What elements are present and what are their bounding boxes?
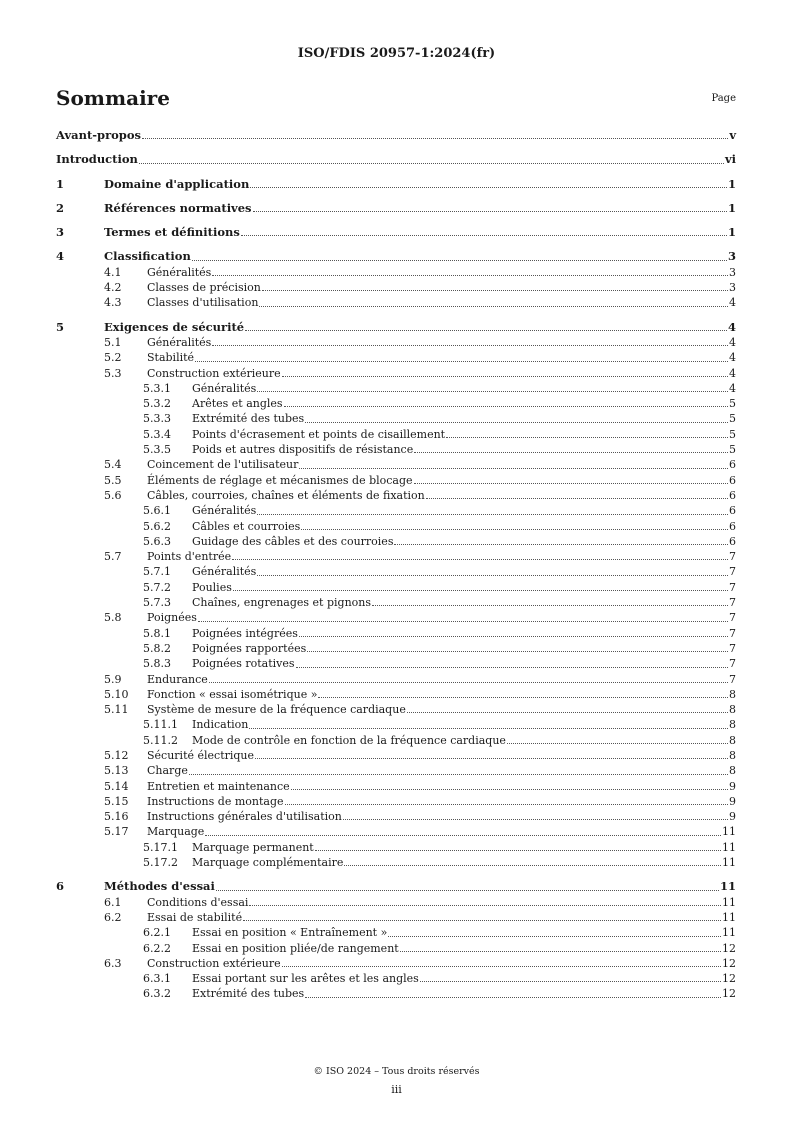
toc-page-number: 8 bbox=[729, 733, 736, 747]
toc-row[interactable] bbox=[0, 895, 793, 910]
toc-page-number: 1 bbox=[727, 200, 736, 215]
toc-page-number: 6 bbox=[729, 488, 736, 502]
toc-leader-dots bbox=[195, 361, 728, 362]
toc-label[interactable]: Généralités bbox=[147, 265, 212, 279]
toc-leader-dots bbox=[212, 345, 728, 346]
toc-row[interactable] bbox=[0, 366, 793, 381]
toc-page-number: 11 bbox=[722, 926, 736, 940]
toc-number: 5.3.4 bbox=[143, 427, 171, 441]
toc-row[interactable] bbox=[0, 656, 793, 671]
toc-label[interactable]: Entretien et maintenance bbox=[147, 779, 290, 793]
toc-number: 5.7.1 bbox=[143, 565, 171, 579]
toc-number: 5.12 bbox=[104, 748, 129, 762]
toc-label[interactable]: Construction extérieure bbox=[147, 366, 281, 380]
toc-number: 5.9 bbox=[104, 672, 122, 686]
toc-number: 5.1 bbox=[104, 335, 122, 349]
toc-row[interactable] bbox=[0, 350, 793, 365]
toc-leader-dots bbox=[343, 819, 728, 820]
toc-number: 5.3.5 bbox=[143, 443, 171, 457]
table-of-contents bbox=[0, 128, 793, 1002]
toc-leader-dots bbox=[255, 758, 728, 759]
toc-leader-dots bbox=[243, 920, 721, 921]
toc-page-number: 1 bbox=[727, 225, 736, 240]
toc-label[interactable]: Indication bbox=[192, 718, 249, 732]
toc-label[interactable]: Essai en position pliée/de rangement bbox=[192, 941, 399, 955]
toc-number: 5.3.1 bbox=[143, 381, 171, 395]
toc-label[interactable]: Instructions de montage bbox=[147, 794, 284, 808]
toc-number: 5.5 bbox=[104, 473, 122, 487]
toc-leader-dots bbox=[394, 544, 728, 545]
toc-leader-dots bbox=[282, 376, 728, 377]
toc-label[interactable]: Système de mesure de la fréquence cardiaque bbox=[147, 703, 406, 717]
toc-page-number: 5 bbox=[729, 397, 736, 411]
toc-row[interactable] bbox=[0, 580, 793, 595]
toc-leader-dots bbox=[189, 774, 728, 775]
toc-label[interactable]: Mode de contrôle en fonction de la fréquence cardiaque bbox=[192, 733, 506, 747]
toc-row[interactable] bbox=[0, 779, 793, 794]
toc-leader-dots bbox=[216, 890, 719, 891]
toc-row[interactable] bbox=[0, 295, 793, 310]
toc-label[interactable]: Points d'entrée bbox=[147, 550, 232, 564]
toc-page-number: 11 bbox=[719, 879, 736, 894]
toc-page-number: v bbox=[729, 128, 736, 142]
toc-row[interactable] bbox=[0, 879, 793, 894]
toc-leader-dots bbox=[285, 804, 728, 805]
toc-leader-dots bbox=[241, 235, 727, 236]
toc-row[interactable] bbox=[0, 941, 793, 956]
toc-row[interactable] bbox=[0, 956, 793, 971]
toc-leader-dots bbox=[291, 789, 728, 790]
toc-row[interactable] bbox=[0, 503, 793, 518]
toc-leader-dots bbox=[318, 697, 728, 698]
toc-number: 5.6.1 bbox=[143, 504, 171, 518]
toc-number: 6.2.1 bbox=[143, 926, 171, 940]
toc-row[interactable] bbox=[0, 702, 793, 717]
toc-leader-dots bbox=[192, 260, 727, 261]
toc-leader-dots bbox=[205, 835, 721, 836]
toc-leader-dots bbox=[257, 514, 728, 515]
toc-number: 5.4 bbox=[104, 458, 122, 472]
toc-row[interactable] bbox=[0, 610, 793, 625]
toc-number: 5.3.2 bbox=[143, 397, 171, 411]
toc-leader-dots bbox=[250, 187, 727, 188]
toc-number: 5.14 bbox=[104, 779, 129, 793]
toc-number: 5.6.2 bbox=[143, 519, 171, 533]
toc-leader-dots bbox=[299, 468, 728, 469]
toc-number: 6.3.1 bbox=[143, 972, 171, 986]
toc-row[interactable] bbox=[0, 763, 793, 778]
toc-number: 5.17.2 bbox=[143, 856, 178, 870]
toc-label[interactable]: Domaine d'application bbox=[104, 176, 250, 191]
toc-row[interactable] bbox=[0, 519, 793, 534]
toc-page-number: 8 bbox=[729, 748, 736, 762]
toc-leader-dots bbox=[232, 559, 728, 560]
toc-number: 1 bbox=[56, 176, 65, 191]
toc-page-number: 11 bbox=[722, 825, 736, 839]
toc-label[interactable]: Classes de précision bbox=[147, 281, 261, 295]
toc-leader-dots bbox=[315, 850, 721, 851]
toc-leader-dots bbox=[414, 452, 728, 453]
toc-page-number: 11 bbox=[722, 856, 736, 870]
toc-row[interactable] bbox=[0, 488, 793, 503]
toc-number: 5.11.1 bbox=[143, 718, 178, 732]
toc-leader-dots bbox=[301, 529, 728, 530]
toc-label[interactable]: Fonction « essai isométrique » bbox=[147, 687, 318, 701]
toc-leader-dots bbox=[305, 422, 728, 423]
toc-leader-dots bbox=[139, 163, 724, 164]
toc-row[interactable] bbox=[0, 201, 793, 216]
toc-page-number: 7 bbox=[729, 611, 736, 625]
toc-row[interactable] bbox=[0, 986, 793, 1001]
toc-leader-dots bbox=[257, 391, 728, 392]
toc-page-number: 7 bbox=[729, 626, 736, 640]
toc-leader-dots bbox=[305, 997, 721, 998]
page-title: Sommaire bbox=[56, 86, 170, 110]
toc-row[interactable] bbox=[0, 971, 793, 986]
toc-page-number: 11 bbox=[722, 910, 736, 924]
toc-label[interactable]: Références normatives bbox=[104, 200, 252, 215]
toc-leader-dots bbox=[407, 712, 728, 713]
footer-page-number: iii bbox=[391, 1083, 402, 1096]
toc-page-number: 1 bbox=[727, 176, 736, 191]
toc-row[interactable] bbox=[0, 809, 793, 824]
toc-row[interactable] bbox=[0, 641, 793, 656]
toc-page-number: 7 bbox=[729, 580, 736, 594]
toc-row[interactable] bbox=[0, 249, 793, 264]
toc-label[interactable]: Instructions générales d'utilisation bbox=[147, 810, 342, 824]
toc-label[interactable]: Stabilité bbox=[147, 351, 195, 365]
toc-page-number: 6 bbox=[729, 473, 736, 487]
toc-page-number: 3 bbox=[727, 249, 736, 264]
toc-label[interactable]: Coincement de l'utilisateur bbox=[147, 458, 299, 472]
toc-label[interactable]: Extrémité des tubes bbox=[192, 987, 305, 1001]
toc-leader-dots bbox=[446, 437, 728, 438]
toc-label[interactable]: Câbles, courroies, chaînes et éléments de fixation bbox=[147, 488, 425, 502]
toc-label[interactable]: Marquage bbox=[147, 825, 205, 839]
toc-page-number: 5 bbox=[729, 443, 736, 457]
toc-number: 6 bbox=[56, 879, 65, 894]
toc-row[interactable] bbox=[0, 925, 793, 940]
toc-number: 5.11 bbox=[104, 703, 129, 717]
toc-leader-dots bbox=[249, 728, 728, 729]
toc-label[interactable]: Généralités bbox=[192, 381, 257, 395]
toc-label[interactable]: Généralités bbox=[147, 335, 212, 349]
toc-label[interactable]: Charge bbox=[147, 764, 188, 778]
toc-page-number: 4 bbox=[727, 319, 736, 334]
footer-copyright: © ISO 2024 – Tous droits réservés bbox=[313, 1066, 480, 1077]
toc-label[interactable]: Sécurité électrique bbox=[147, 748, 255, 762]
toc-number: 5.16 bbox=[104, 810, 129, 824]
toc-number: 5.10 bbox=[104, 687, 129, 701]
toc-number: 5.13 bbox=[104, 764, 129, 778]
toc-page-number: 4 bbox=[729, 366, 736, 380]
toc-number: 5.7.2 bbox=[143, 580, 171, 594]
toc-number: 3 bbox=[56, 225, 65, 240]
toc-label[interactable]: Construction extérieure bbox=[147, 956, 281, 970]
toc-row[interactable] bbox=[0, 564, 793, 579]
toc-page-number: 6 bbox=[729, 458, 736, 472]
toc-page-number: 12 bbox=[722, 987, 736, 1001]
toc-row[interactable] bbox=[0, 910, 793, 925]
toc-label[interactable]: Classes d'utilisation bbox=[147, 296, 259, 310]
toc-number: 6.2 bbox=[104, 910, 122, 924]
toc-row[interactable] bbox=[0, 595, 793, 610]
toc-page-number: 8 bbox=[729, 687, 736, 701]
toc-page-number: 6 bbox=[729, 519, 736, 533]
toc-leader-dots bbox=[253, 211, 727, 212]
toc-row[interactable] bbox=[0, 152, 793, 167]
toc-page-number: 7 bbox=[729, 565, 736, 579]
toc-page-number: 5 bbox=[729, 427, 736, 441]
toc-row[interactable] bbox=[0, 442, 793, 457]
toc-label[interactable]: Poignées bbox=[147, 611, 197, 625]
toc-number: 5.3.3 bbox=[143, 412, 171, 426]
toc-number: 5.7 bbox=[104, 550, 122, 564]
toc-label[interactable]: Poids et autres dispositifs de résistance bbox=[192, 443, 414, 457]
toc-page-number: 7 bbox=[729, 657, 736, 671]
toc-leader-dots bbox=[262, 290, 728, 291]
toc-leader-dots bbox=[257, 575, 728, 576]
toc-number: 5.6.3 bbox=[143, 534, 171, 548]
toc-row[interactable] bbox=[0, 335, 793, 350]
toc-label[interactable]: Méthodes d'essai bbox=[104, 879, 215, 894]
toc-label[interactable]: Essai portant sur les arêtes et les angles bbox=[192, 972, 419, 986]
toc-number: 6.2.2 bbox=[143, 941, 171, 955]
toc-leader-dots bbox=[142, 138, 728, 139]
toc-leader-dots bbox=[245, 330, 727, 331]
toc-row[interactable] bbox=[0, 396, 793, 411]
toc-label[interactable]: Poignées rotatives bbox=[192, 657, 295, 671]
toc-number: 5.8.1 bbox=[143, 626, 171, 640]
toc-label[interactable]: Câbles et courroies bbox=[192, 519, 301, 533]
page-column-label: Page bbox=[711, 93, 736, 104]
toc-label[interactable]: Généralités bbox=[192, 504, 257, 518]
toc-label[interactable]: Arêtes et angles bbox=[192, 397, 283, 411]
toc-label[interactable]: Marquage permanent bbox=[192, 840, 314, 854]
toc-row[interactable] bbox=[0, 687, 793, 702]
toc-page-number: 11 bbox=[722, 840, 736, 854]
toc-page-number: 5 bbox=[729, 412, 736, 426]
toc-number: 5.8 bbox=[104, 611, 122, 625]
toc-number: 6.3 bbox=[104, 956, 122, 970]
toc-page-number: 6 bbox=[729, 534, 736, 548]
toc-leader-dots bbox=[307, 651, 728, 652]
toc-number: 6.1 bbox=[104, 895, 122, 909]
toc-page-number: 8 bbox=[729, 703, 736, 717]
toc-leader-dots bbox=[233, 590, 728, 591]
toc-page-number: 11 bbox=[722, 895, 736, 909]
toc-row[interactable] bbox=[0, 855, 793, 870]
toc-row[interactable] bbox=[0, 427, 793, 442]
toc-page-number: 4 bbox=[729, 351, 736, 365]
toc-number: 4 bbox=[56, 249, 65, 264]
toc-row[interactable] bbox=[0, 265, 793, 280]
toc-number: 2 bbox=[56, 200, 65, 215]
toc-leader-dots bbox=[400, 951, 721, 952]
toc-number: 6.3.2 bbox=[143, 987, 171, 1001]
toc-row[interactable] bbox=[0, 549, 793, 564]
toc-number: 5.6 bbox=[104, 488, 122, 502]
toc-label[interactable]: Extrémité des tubes bbox=[192, 412, 305, 426]
toc-label[interactable]: Avant-propos bbox=[56, 128, 141, 142]
document-header: ISO/FDIS 20957-1:2024(fr) bbox=[297, 46, 496, 61]
toc-leader-dots bbox=[299, 636, 728, 637]
toc-label[interactable]: Chaînes, engrenages et pignons bbox=[192, 596, 372, 610]
toc-leader-dots bbox=[296, 667, 728, 668]
toc-label[interactable]: Éléments de réglage et mécanismes de blocage bbox=[147, 473, 413, 487]
toc-page-number: 12 bbox=[722, 956, 736, 970]
toc-number: 5.8.3 bbox=[143, 657, 171, 671]
toc-label[interactable]: Introduction bbox=[56, 152, 138, 167]
toc-row[interactable] bbox=[0, 411, 793, 426]
toc-page-number: 7 bbox=[729, 550, 736, 564]
toc-row[interactable] bbox=[0, 748, 793, 763]
toc-row[interactable] bbox=[0, 280, 793, 295]
toc-leader-dots bbox=[426, 498, 728, 499]
toc-page-number: 7 bbox=[729, 641, 736, 655]
toc-leader-dots bbox=[284, 406, 728, 407]
toc-row[interactable] bbox=[0, 128, 793, 143]
toc-row[interactable] bbox=[0, 626, 793, 641]
toc-row[interactable] bbox=[0, 733, 793, 748]
toc-number: 5.15 bbox=[104, 794, 129, 808]
toc-number: 5.8.2 bbox=[143, 641, 171, 655]
toc-label[interactable]: Exigences de sécurité bbox=[104, 319, 245, 334]
toc-leader-dots bbox=[259, 306, 728, 307]
toc-leader-dots bbox=[198, 621, 728, 622]
toc-page-number: 9 bbox=[729, 779, 736, 793]
toc-leader-dots bbox=[282, 966, 721, 967]
toc-page-number: 3 bbox=[729, 265, 736, 279]
toc-number: 5.3 bbox=[104, 366, 122, 380]
toc-row[interactable] bbox=[0, 177, 793, 192]
toc-label[interactable]: Poulies bbox=[192, 580, 232, 594]
toc-label[interactable]: Endurance bbox=[147, 672, 208, 686]
toc-page-number: 8 bbox=[729, 718, 736, 732]
toc-row[interactable] bbox=[0, 381, 793, 396]
toc-leader-dots bbox=[414, 483, 728, 484]
toc-number: 4.3 bbox=[104, 296, 122, 310]
toc-page-number: 4 bbox=[729, 296, 736, 310]
toc-page-number: 7 bbox=[729, 596, 736, 610]
toc-leader-dots bbox=[507, 743, 728, 744]
toc-label[interactable]: Essai de stabilité bbox=[147, 910, 243, 924]
toc-number: 5.7.3 bbox=[143, 596, 171, 610]
toc-page-number: 4 bbox=[729, 335, 736, 349]
toc-row[interactable] bbox=[0, 320, 793, 335]
toc-row[interactable] bbox=[0, 840, 793, 855]
toc-row[interactable] bbox=[0, 225, 793, 240]
toc-label[interactable]: Poignées rapportées bbox=[192, 641, 307, 655]
toc-label[interactable]: Classification bbox=[104, 249, 191, 264]
toc-page-number: 6 bbox=[729, 504, 736, 518]
toc-number: 5.17.1 bbox=[143, 840, 178, 854]
toc-page-number: 3 bbox=[729, 281, 736, 295]
toc-leader-dots bbox=[249, 905, 721, 906]
toc-row[interactable] bbox=[0, 534, 793, 549]
toc-row[interactable] bbox=[0, 794, 793, 809]
toc-label[interactable]: Généralités bbox=[192, 565, 257, 579]
toc-row[interactable] bbox=[0, 717, 793, 732]
toc-page-number: vi bbox=[724, 152, 736, 167]
toc-page-number: 9 bbox=[729, 810, 736, 824]
toc-row[interactable] bbox=[0, 457, 793, 472]
toc-number: 4.2 bbox=[104, 281, 122, 295]
toc-row[interactable] bbox=[0, 824, 793, 839]
toc-label[interactable]: Conditions d'essai bbox=[147, 895, 249, 909]
toc-label[interactable]: Essai en position « Entraînement » bbox=[192, 926, 388, 940]
toc-row[interactable] bbox=[0, 473, 793, 488]
toc-page-number: 12 bbox=[722, 972, 736, 986]
toc-label[interactable]: Poignées intégrées bbox=[192, 626, 298, 640]
toc-row[interactable] bbox=[0, 672, 793, 687]
toc-leader-dots bbox=[388, 936, 721, 937]
toc-leader-dots bbox=[372, 605, 728, 606]
toc-leader-dots bbox=[420, 981, 721, 982]
toc-leader-dots bbox=[344, 865, 721, 866]
toc-label[interactable]: Termes et définitions bbox=[104, 225, 240, 240]
toc-label[interactable]: Points d'écrasement et points de cisaillement bbox=[192, 427, 446, 441]
toc-page-number: 8 bbox=[729, 764, 736, 778]
toc-number: 5.17 bbox=[104, 825, 129, 839]
toc-number: 4.1 bbox=[104, 265, 122, 279]
toc-number: 5.11.2 bbox=[143, 733, 178, 747]
toc-page-number: 12 bbox=[722, 941, 736, 955]
toc-number: 5 bbox=[56, 319, 65, 334]
toc-label[interactable]: Marquage complémentaire bbox=[192, 856, 344, 870]
toc-page-number: 7 bbox=[729, 672, 736, 686]
toc-leader-dots bbox=[209, 682, 728, 683]
toc-leader-dots bbox=[212, 275, 728, 276]
toc-page-number: 9 bbox=[729, 794, 736, 808]
toc-page-number: 4 bbox=[729, 381, 736, 395]
toc-number: 5.2 bbox=[104, 351, 122, 365]
toc-label[interactable]: Guidage des câbles et des courroies bbox=[192, 534, 394, 548]
